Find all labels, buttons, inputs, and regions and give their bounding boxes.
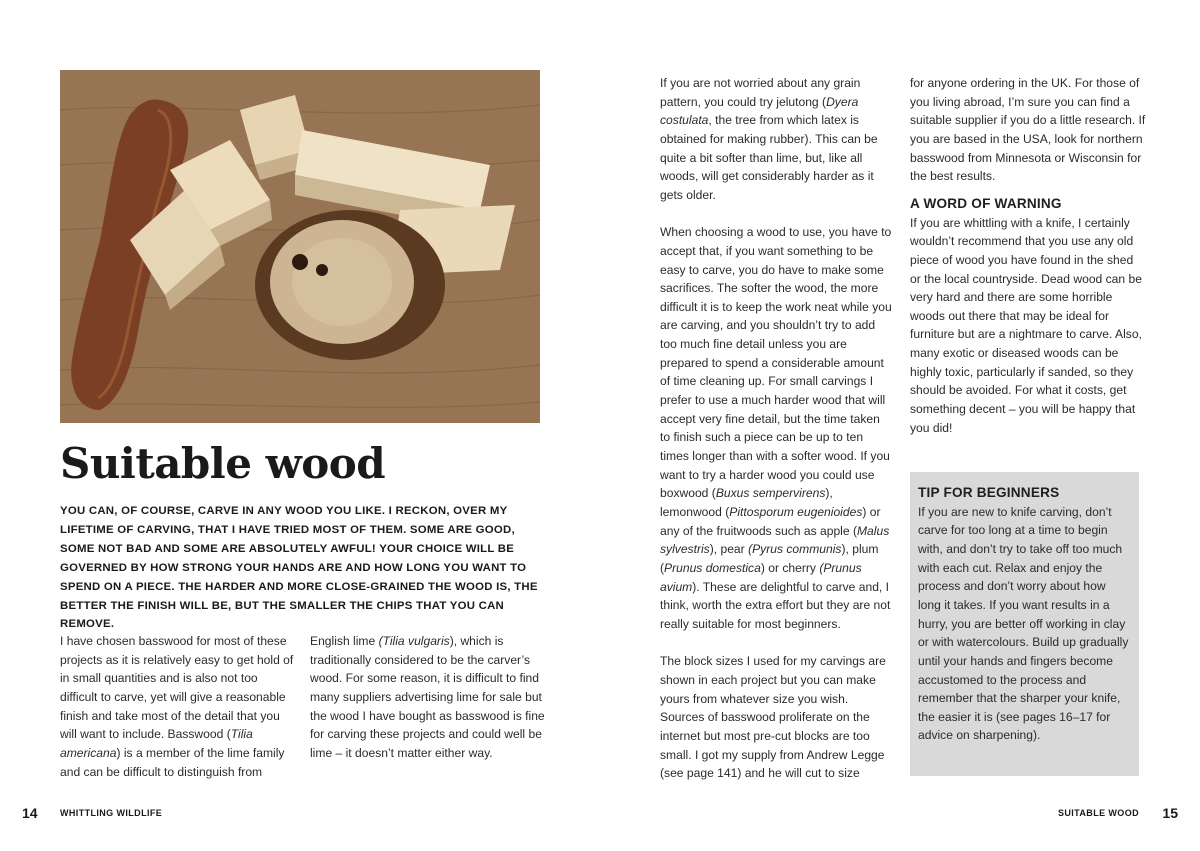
page-number-right: 15	[1162, 805, 1178, 821]
body-column-3	[660, 74, 892, 783]
page-number-left: 14	[22, 805, 38, 821]
body-paragraph: I have chosen basswood for most of these projects as it is relatively easy to get hold of in small quantities and is also not too difficult to carve, yet will give a reasonable finish and take most of the detail that you will want to include. Basswood (Tilia americana) is a member of the lime family and can be difficult to distinguish from	[60, 634, 294, 779]
running-footer-left: WHITTLING WILDLIFE	[60, 808, 163, 818]
body-column-1	[60, 632, 296, 781]
warning-body: If you are whittling with a knife, I certainly wouldn’t recommend that you use any old piece of wood you have found in the shed or the local countryside. Dead wood can be very hard and there are some horrible woods out there that may be ideal for furniture but are a nightmare to carve. Also, many exotic or diseased woods can be highly toxic, particularly if sanded, so they should be avoided. For what it costs, get something decent – you will be happy that you did!	[910, 215, 1142, 435]
tip-heading: TIP FOR BEGINNERS	[918, 485, 1060, 500]
warning-heading: A WORD OF WARNING	[910, 195, 1062, 211]
wood-blocks-photo	[60, 70, 540, 423]
tip-body: If you are new to knife carving, don’t carve for too long at a time to begin with, and don’t try to take off too much with each cut. Relax and enjoy the process and don’t worry about how long it takes. If you want results in a hurry, you are better off working in clay or with watercolours. Build up gradually until your hands and fingers become accustomed to the process and remember that the sharper your knife, the easier it is (see pages 16–17 for advice on sharpening).	[918, 504, 1129, 743]
body-paragraph: If you are not worried about any grain pattern, you could try jelutong (Dyera costulata, the tree from which latex is obtained for making rubber). This can be quite a bit softer than lime, but, like all woods, will get considerably harder as it gets older.	[660, 76, 878, 202]
body-paragraph: When choosing a wood to use, you have to accept that, if you want something to be easy to carve, you do have to make some sacrifices. The softer the wood, the more difficult it is to keep the work neat while you are carving, and you shouldn’t try to add too much fine detail unless you are prepared to spend a considerable amount of time cleaning up. For small carvings I prefer to use a much harder wood that will accept very fine detail, but the time taken to finish such a piece can be up to ten times longer than with a softer wood. If you want to try a harder wood you could use boxwood (Buxus sempervirens), lemonwood (Pittosporum eugenioides) or any of the fruitwoods such as apple (Malus sylvestris), pear (Pyrus communis), plum (Prunus domestica) or cherry (Prunus avium). These are delightful to carve and, I think, worth the extra effort but they are not really suitable for most beginners.	[660, 225, 892, 631]
body-column-2	[310, 632, 546, 763]
page-title: Suitable wood	[60, 439, 386, 488]
body-paragraph: English lime (Tilia vulgaris), which is traditionally considered to be the carver’s wood. For some reason, it is difficult to find many suppliers advertising lime for sale but the wood I have bought as basswood is fine for carving these projects and could well be lime – it doesn’t matter either way.	[310, 634, 545, 760]
running-footer-right: SUITABLE WOOD	[1057, 808, 1139, 818]
body-paragraph: The block sizes I used for my carvings are shown in each project but you can make yours from whatever size you wish. Sources of basswood proliferate on the internet but most pre-cut blocks are too small. I got my supply from Andrew Legge (see page 141) and he will cut to size	[660, 654, 886, 781]
tip-box	[910, 472, 1139, 776]
body-paragraph: for anyone ordering in the UK. For those of you living abroad, I’m sure you can find a suitable supplier if you do a little research. If you are based in the USA, look for northern basswood from Minnesota or Wisconsin for the best results.	[910, 76, 1146, 184]
body-column-4	[910, 74, 1146, 437]
intro-paragraph: YOU CAN, OF COURSE, CARVE IN ANY WOOD YOU LIKE. I RECKON, OVER MY LIFETIME OF CARVING, THAT I HAVE TRIED MOST OF THEM. SOME ARE GOOD, SOME NOT BAD AND SOME ARE ABSOLUTELY AWFUL! YOUR CHOICE WILL BE GOVERNED BY HOW STRONG YOUR HANDS ARE AND HOW LONG YOU WANT TO SPEND ON A PIECE. THE HARDER AND MORE CLOSE-GRAINED THE WOOD IS, THE BETTER THE FINISH WILL BE, BUT THE SMALLER THE CHIPS THAT YOU CAN REMOVE.	[60, 505, 538, 631]
